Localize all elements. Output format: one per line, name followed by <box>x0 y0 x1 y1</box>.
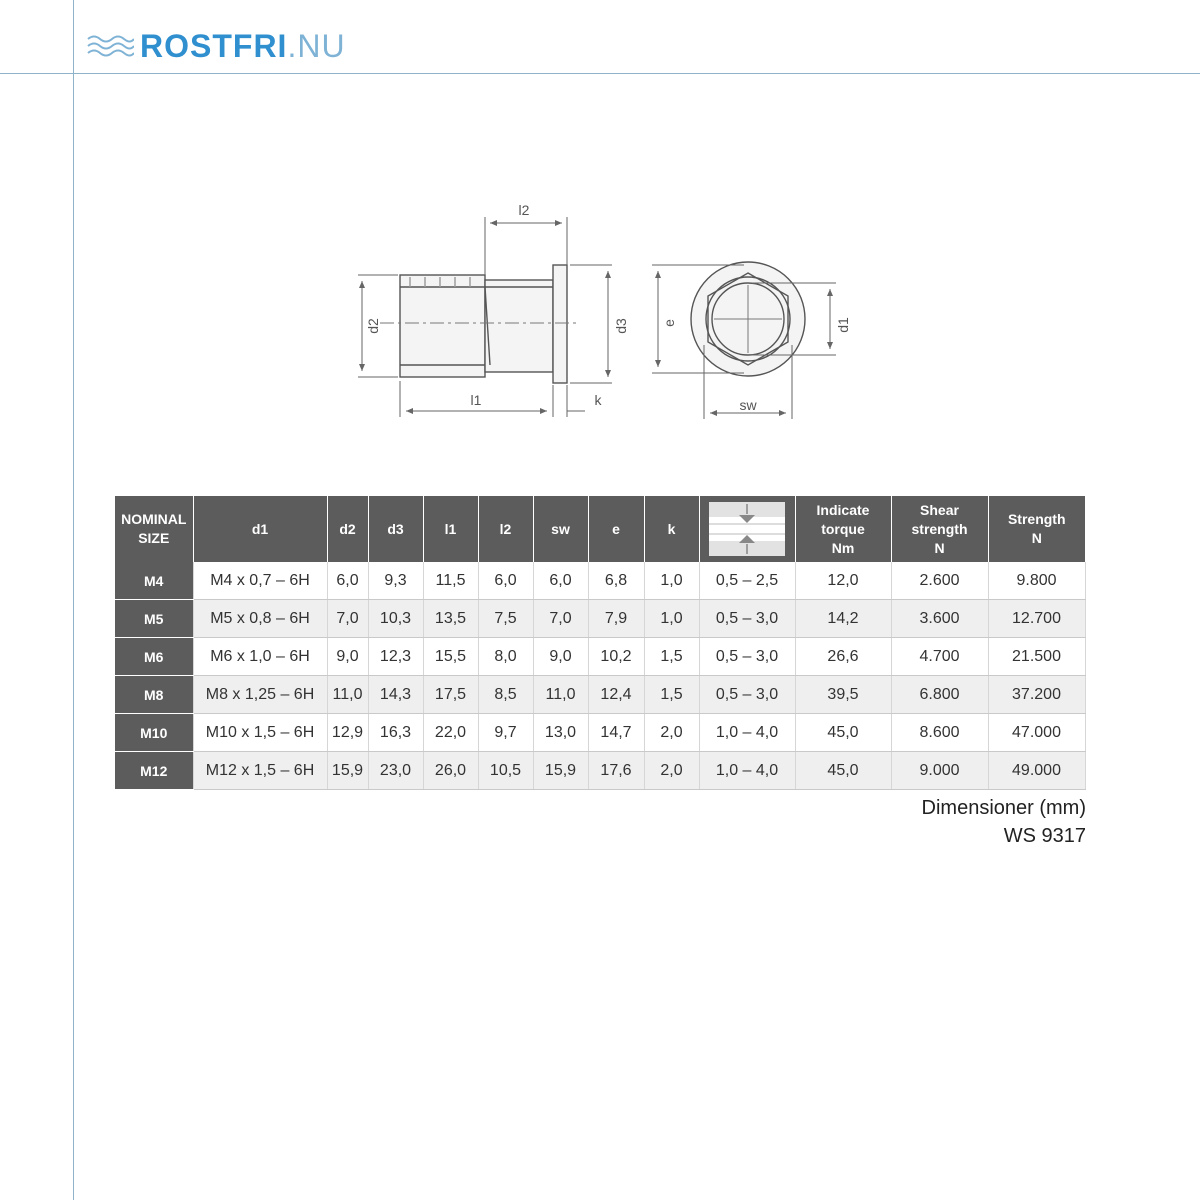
cell-l2: 8,5 <box>478 676 533 714</box>
table-header-row <box>115 496 1085 562</box>
cell-d2: 9,0 <box>327 638 368 676</box>
cell-l2: 6,0 <box>478 562 533 600</box>
cell-d1: M12 x 1,5 – 6H <box>193 752 327 790</box>
header-d1: d1 <box>193 496 327 562</box>
cell-size: M10 <box>115 714 193 752</box>
cell-grip: 0,5 – 3,0 <box>699 676 795 714</box>
brand-tld: .NU <box>287 28 346 64</box>
cell-d3: 16,3 <box>368 714 423 752</box>
label-sw: sw <box>739 397 757 413</box>
cell-d1: M8 x 1,25 – 6H <box>193 676 327 714</box>
cell-torque: 14,2 <box>795 600 891 638</box>
header-strength: Strength N <box>988 496 1085 562</box>
brand-logo <box>86 30 346 62</box>
cell-k: 1,5 <box>644 638 699 676</box>
table-row <box>115 676 1085 714</box>
cell-l1: 13,5 <box>423 600 478 638</box>
cell-k: 1,0 <box>644 562 699 600</box>
brand-name <box>140 30 346 62</box>
header-d2: d2 <box>327 496 368 562</box>
cell-grip: 0,5 – 3,0 <box>699 600 795 638</box>
table-row <box>115 600 1085 638</box>
cell-d3: 23,0 <box>368 752 423 790</box>
table-row <box>115 714 1085 752</box>
cell-d3: 14,3 <box>368 676 423 714</box>
cell-l1: 22,0 <box>423 714 478 752</box>
side-view <box>380 265 580 383</box>
cell-strength: 37.200 <box>988 676 1085 714</box>
cell-shear: 6.800 <box>891 676 988 714</box>
table-footnote <box>922 794 1086 850</box>
grip-range-icon <box>709 502 785 556</box>
cell-strength: 47.000 <box>988 714 1085 752</box>
cell-l1: 26,0 <box>423 752 478 790</box>
cell-e: 7,9 <box>588 600 644 638</box>
cell-grip: 0,5 – 3,0 <box>699 638 795 676</box>
dimensions-table <box>115 496 1086 790</box>
vertical-rule <box>73 0 74 1200</box>
cell-sw: 9,0 <box>533 638 588 676</box>
cell-sw: 11,0 <box>533 676 588 714</box>
cell-strength: 12.700 <box>988 600 1085 638</box>
cell-shear: 8.600 <box>891 714 988 752</box>
cell-shear: 3.600 <box>891 600 988 638</box>
cell-l2: 9,7 <box>478 714 533 752</box>
cell-grip: 0,5 – 2,5 <box>699 562 795 600</box>
cell-k: 2,0 <box>644 714 699 752</box>
table-row <box>115 638 1085 676</box>
label-d1: d1 <box>835 317 851 333</box>
header-k: k <box>644 496 699 562</box>
cell-d2: 12,9 <box>327 714 368 752</box>
cell-torque: 45,0 <box>795 752 891 790</box>
cell-shear: 2.600 <box>891 562 988 600</box>
front-view <box>691 262 805 376</box>
cell-shear: 4.700 <box>891 638 988 676</box>
cell-e: 17,6 <box>588 752 644 790</box>
table-row <box>115 752 1085 790</box>
header-torque: Indicate torque Nm <box>795 496 891 562</box>
cell-d1: M6 x 1,0 – 6H <box>193 638 327 676</box>
header-grip-range <box>699 496 795 562</box>
header-nominal-size: NOMINAL SIZE <box>115 496 193 562</box>
cell-l1: 17,5 <box>423 676 478 714</box>
cell-sw: 15,9 <box>533 752 588 790</box>
waves-icon <box>86 31 134 61</box>
label-l1: l1 <box>470 392 482 408</box>
label-d3: d3 <box>613 318 629 334</box>
footnote-units: Dimensioner (mm) <box>921 797 1086 819</box>
header-d3: d3 <box>368 496 423 562</box>
cell-d3: 10,3 <box>368 600 423 638</box>
rivet-nut-technical-drawing <box>340 195 880 425</box>
cell-k: 1,5 <box>644 676 699 714</box>
cell-d1: M10 x 1,5 – 6H <box>193 714 327 752</box>
cell-k: 1,0 <box>644 600 699 638</box>
cell-sw: 7,0 <box>533 600 588 638</box>
cell-d3: 9,3 <box>368 562 423 600</box>
cell-d1: M5 x 0,8 – 6H <box>193 600 327 638</box>
cell-e: 10,2 <box>588 638 644 676</box>
label-l2: l2 <box>518 202 530 218</box>
cell-torque: 39,5 <box>795 676 891 714</box>
cell-strength: 21.500 <box>988 638 1085 676</box>
cell-d2: 7,0 <box>327 600 368 638</box>
cell-torque: 26,6 <box>795 638 891 676</box>
cell-grip: 1,0 – 4,0 <box>699 752 795 790</box>
cell-l2: 7,5 <box>478 600 533 638</box>
cell-e: 12,4 <box>588 676 644 714</box>
cell-d3: 12,3 <box>368 638 423 676</box>
cell-d2: 15,9 <box>327 752 368 790</box>
cell-l1: 11,5 <box>423 562 478 600</box>
header-e: e <box>588 496 644 562</box>
header-l2: l2 <box>478 496 533 562</box>
label-d2: d2 <box>365 318 381 334</box>
label-k: k <box>594 392 602 408</box>
cell-d2: 6,0 <box>327 562 368 600</box>
cell-l1: 15,5 <box>423 638 478 676</box>
cell-size: M8 <box>115 676 193 714</box>
cell-strength: 9.800 <box>988 562 1085 600</box>
cell-strength: 49.000 <box>988 752 1085 790</box>
cell-size: M12 <box>115 752 193 790</box>
cell-shear: 9.000 <box>891 752 988 790</box>
horizontal-rule <box>0 73 1200 74</box>
cell-size: M6 <box>115 638 193 676</box>
label-e: e <box>661 319 677 327</box>
cell-grip: 1,0 – 4,0 <box>699 714 795 752</box>
table-row <box>115 562 1085 600</box>
cell-k: 2,0 <box>644 752 699 790</box>
footnote-standard: WS 9317 <box>1003 825 1086 847</box>
cell-size: M4 <box>115 562 193 600</box>
cell-torque: 45,0 <box>795 714 891 752</box>
cell-sw: 6,0 <box>533 562 588 600</box>
header-shear-strength: Shear strength N <box>891 496 988 562</box>
header-sw: sw <box>533 496 588 562</box>
cell-l2: 10,5 <box>478 752 533 790</box>
cell-torque: 12,0 <box>795 562 891 600</box>
cell-e: 14,7 <box>588 714 644 752</box>
cell-e: 6,8 <box>588 562 644 600</box>
cell-d2: 11,0 <box>327 676 368 714</box>
cell-d1: M4 x 0,7 – 6H <box>193 562 327 600</box>
brand-name-main: ROSTFRI <box>140 28 288 64</box>
cell-l2: 8,0 <box>478 638 533 676</box>
cell-sw: 13,0 <box>533 714 588 752</box>
cell-size: M5 <box>115 600 193 638</box>
header-l1: l1 <box>423 496 478 562</box>
